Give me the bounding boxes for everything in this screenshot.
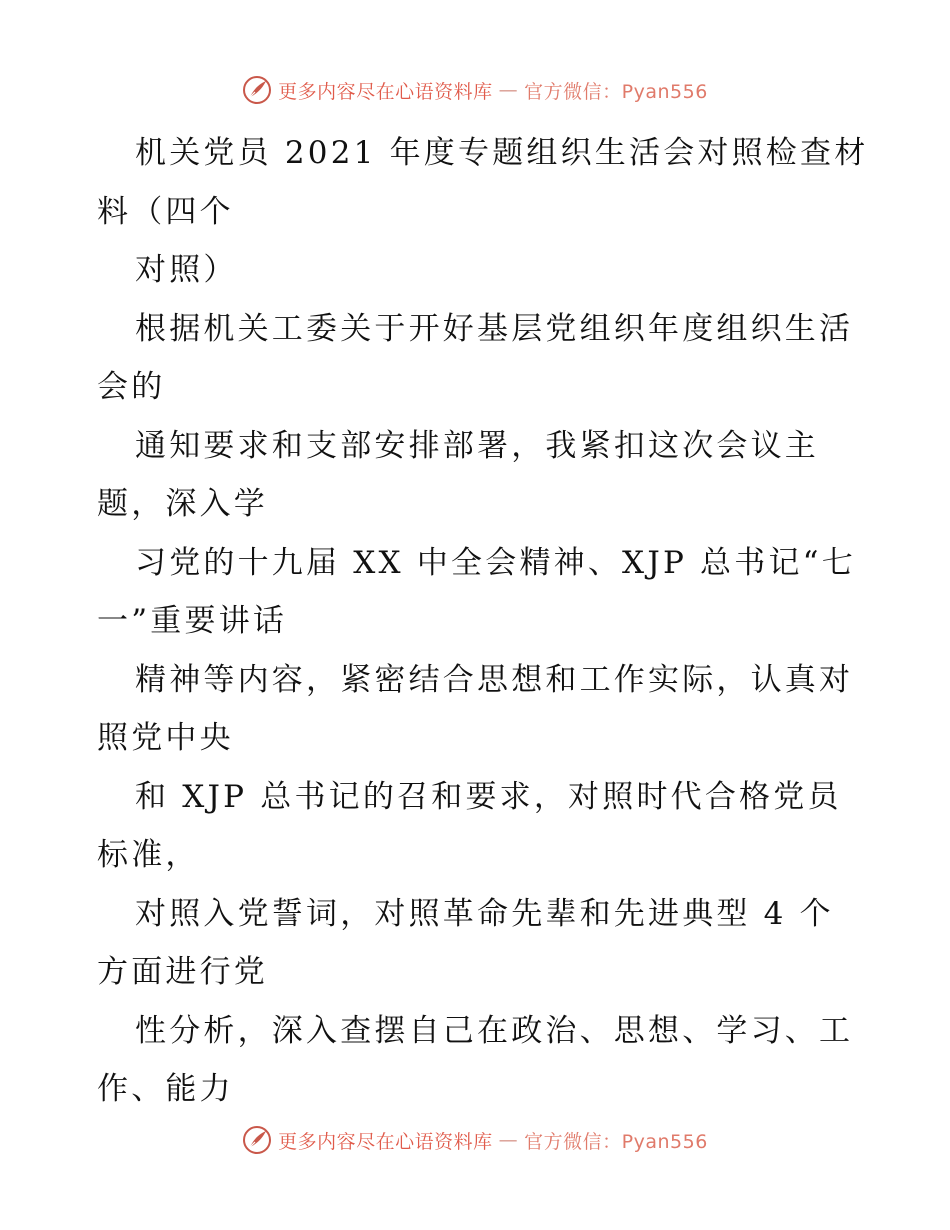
doc-line: 习党的十九届 XX 中全会精神、XJP 总书记“七 [135,544,856,581]
watermark-separator: — [498,79,519,101]
watermark-main-text: 更多内容尽在心语资料库 [278,1130,493,1153]
quill-logo-icon [242,75,272,105]
watermark-main-text: 更多内容尽在心语资料库 [278,80,493,103]
doc-line: 作、能力 [97,1071,234,1107]
doc-line: 题，深入学 [97,486,268,522]
quill-logo-icon [242,1125,272,1155]
doc-line: 机关党员 2021 年度专题组织生活会对照检查材 [135,135,869,171]
watermark-tail-text: 官方微信：Pyan556 [524,1130,708,1153]
doc-line: 精神等内容，紧密结合思想和工作实际，认真对 [135,661,854,698]
doc-line: 一”重要讲话 [97,603,288,639]
doc-line: 对照入党誓词，对照革命先辈和先进典型 4 个 [135,895,834,932]
doc-line: 通知要求和支部安排部署，我紧扣这次会议主 [135,427,819,464]
header-watermark [0,70,950,110]
document-body [97,124,869,1119]
footer-watermark [0,1120,950,1160]
doc-line: 标准， [97,837,200,873]
doc-line: 根据机关工委关于开好基层党组织年度组织生活 [135,310,854,347]
doc-line: 会的 [97,369,166,405]
doc-line: 照党中央 [97,720,234,756]
doc-line: 和 XJP 总书记的召和要求，对照时代合格党员 [135,778,842,815]
doc-line: 性分析，深入查摆自己在政治、思想、学习、工 [135,1012,854,1049]
doc-line: 对照） [135,252,238,288]
doc-line: 方面进行党 [97,954,268,990]
watermark-tail-text: 官方微信：Pyan556 [524,80,708,103]
doc-line: 料（四个 [97,193,234,230]
watermark-separator: — [498,1129,519,1151]
